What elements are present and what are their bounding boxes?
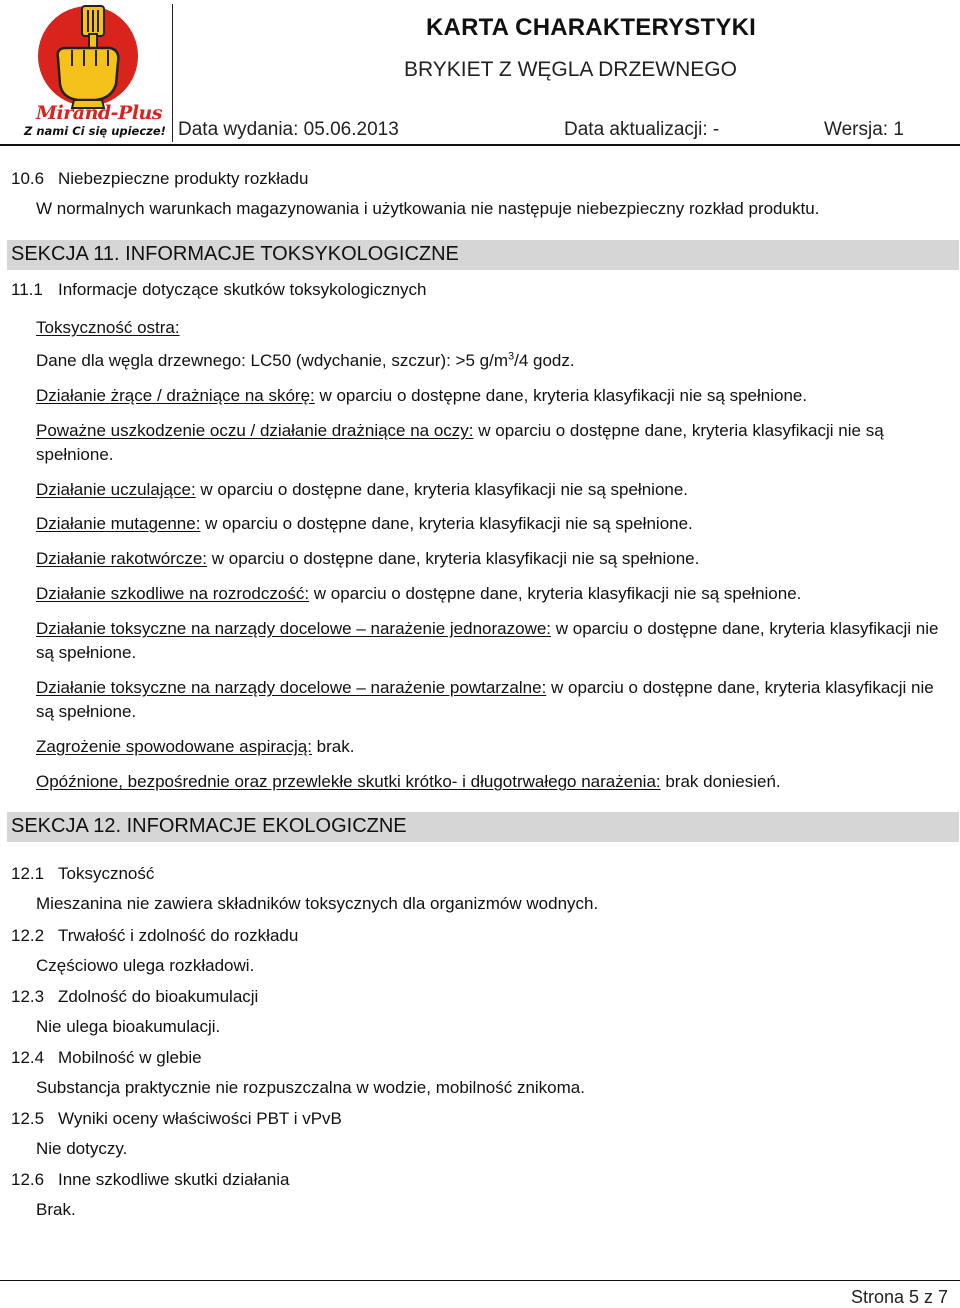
subsection-heading: [11, 1048, 202, 1068]
logo-brand-text: Mirand-Plus: [36, 102, 163, 124]
acute-toxicity-data: [36, 351, 575, 371]
paragraph: Nie dotyczy.: [36, 1139, 128, 1158]
update-date: Data aktualizacji: -: [564, 119, 720, 140]
subsection-title: Mobilność w glebie: [58, 1048, 202, 1067]
subsection-title: Informacje dotyczące skutków toksykologicznych: [58, 280, 427, 299]
tox-item-continuation: spełnione.: [36, 445, 114, 464]
tox-item: [36, 386, 807, 406]
subsection-title: Wyniki oceny właściwości PBT i vPvB: [58, 1109, 342, 1128]
tox-item: [36, 678, 934, 698]
tox-item-label: Zagrożenie spowodowane aspiracją:: [36, 737, 312, 756]
subsection-title: Inne szkodliwe skutki działania: [58, 1170, 290, 1189]
subsection-title: Zdolność do bioakumulacji: [58, 987, 259, 1006]
subsection-number: 12.2: [11, 926, 45, 945]
tox-item-continuation: są spełnione.: [36, 702, 137, 721]
tox-item-label: Poważne uszkodzenie oczu / działanie drażniące na oczy:: [36, 421, 474, 440]
paragraph: Substancja praktycznie nie rozpuszczalna w wodzie, mobilność znikoma.: [36, 1078, 585, 1097]
subsection-heading: [11, 987, 258, 1007]
subsection-number: 12.6: [11, 1170, 45, 1189]
subsection-number: 12.4: [11, 1048, 45, 1067]
tox-item: [36, 480, 688, 500]
paragraph: Częściowo ulega rozkładowi.: [36, 956, 255, 975]
document-title: KARTA CHARAKTERYSTYKI: [426, 14, 756, 41]
product-name: BRYKIET Z WĘGLA DRZEWNEGO: [404, 58, 737, 81]
paragraph: Brak.: [36, 1200, 76, 1219]
company-logo: [22, 4, 166, 140]
acute-data-unit: /4 godz.: [514, 351, 575, 370]
tox-item-continuation: są spełnione.: [36, 643, 137, 662]
subsection-heading: [11, 926, 298, 946]
issue-date: Data wydania: 05.06.2013: [178, 119, 399, 140]
tox-item-text: w oparciu o dostępne dane, kryteria klasyfikacji nie są spełnione.: [195, 480, 689, 499]
tox-item-text: w oparciu o dostępne dane, kryteria klasyfikacji nie są spełnione.: [309, 584, 802, 603]
tox-item-text: w oparciu o dostępne dane, kryteria klasyfikacji nie są spełnione.: [200, 514, 693, 533]
tox-item-text: w oparciu o dostępne dane, kryteria klasyfikacji nie: [546, 678, 934, 697]
tox-item-text: w oparciu o dostępne dane, kryteria klasyfikacji nie są spełnione.: [314, 386, 808, 405]
tox-item-label: Działanie szkodliwe na rozrodczość:: [36, 584, 310, 603]
tox-item: [36, 514, 693, 534]
section-title: SEKCJA 11. INFORMACJE TOKSYKOLOGICZNE: [11, 243, 459, 265]
subsection-number: 12.5: [11, 1109, 45, 1128]
subsection-heading: [11, 1170, 290, 1190]
subsection-number: 12.3: [11, 987, 45, 1006]
header-divider-horizontal: [0, 144, 960, 146]
subsection-title: Toksyczność: [58, 864, 155, 883]
tox-item: [36, 619, 938, 639]
tox-item: [36, 737, 354, 757]
tox-item: [36, 772, 781, 792]
tox-item-text: w oparciu o dostępne dane, kryteria klasyfikacji nie są: [473, 421, 884, 440]
subsection-heading: [11, 864, 154, 884]
acute-toxicity-label: Toksyczność ostra:: [36, 318, 180, 337]
tox-item-label: Działanie żrące / drażniące na skórę:: [36, 386, 315, 405]
subsection-number: 11.1: [11, 280, 43, 299]
subsection-number: 12.1: [11, 864, 45, 883]
tox-item-label: Działanie rakotwórcze:: [36, 549, 208, 568]
tox-item: [36, 549, 699, 569]
subsection-title: Niebezpieczne produkty rozkładu: [58, 169, 309, 188]
subsection-title: Trwałość i zdolność do rozkładu: [58, 926, 299, 945]
logo-slogan-text: Z nami Ci się upiecze!: [24, 124, 166, 138]
paragraph: Mieszanina nie zawiera składników toksycznych dla organizmów wodnych.: [36, 894, 599, 913]
version-label: Wersja: 1: [824, 119, 904, 140]
subsection-heading: [11, 169, 308, 189]
acute-data-text: Dane dla węgla drzewnego: LC50 (wdychanie, szczur): >5 g/m: [36, 351, 508, 370]
tox-item-label: Działanie toksyczne na narządy docelowe – narażenie powtarzalne:: [36, 678, 547, 697]
paragraph: W normalnych warunkach magazynowania i użytkowania nie następuje niebezpieczny rozkład produktu.: [36, 199, 820, 218]
tox-item-text: brak.: [311, 737, 355, 756]
subsection-heading: [11, 280, 427, 300]
tox-item: [36, 421, 884, 441]
footer-divider: [0, 1280, 960, 1281]
section-title: SEKCJA 12. INFORMACJE EKOLOGICZNE: [11, 815, 407, 837]
subsection-heading: [11, 1109, 342, 1129]
superscript: 3: [508, 350, 515, 363]
page-number: Strona 5 z 7: [850, 1287, 948, 1307]
tox-item-label: Opóźnione, bezpośrednie oraz przewlekłe skutki krótko- i długotrwałego narażenia:: [36, 772, 661, 791]
tox-item-text: w oparciu o dostępne dane, kryteria klasyfikacji nie są spełnione.: [207, 549, 700, 568]
tox-item-label: Działanie toksyczne na narządy docelowe – narażenie jednorazowe:: [36, 619, 552, 638]
header-divider-vertical: [172, 4, 173, 142]
tox-item-text: brak doniesień.: [660, 772, 781, 791]
tox-item-text: w oparciu o dostępne dane, kryteria klasyfikacji nie: [551, 619, 939, 638]
tox-item-label: Działanie uczulające:: [36, 480, 196, 499]
tox-item-label: Działanie mutagenne:: [36, 514, 201, 533]
tox-item: [36, 584, 801, 604]
subsection-number: 10.6: [11, 169, 45, 188]
paragraph: Nie ulega bioakumulacji.: [36, 1017, 221, 1036]
